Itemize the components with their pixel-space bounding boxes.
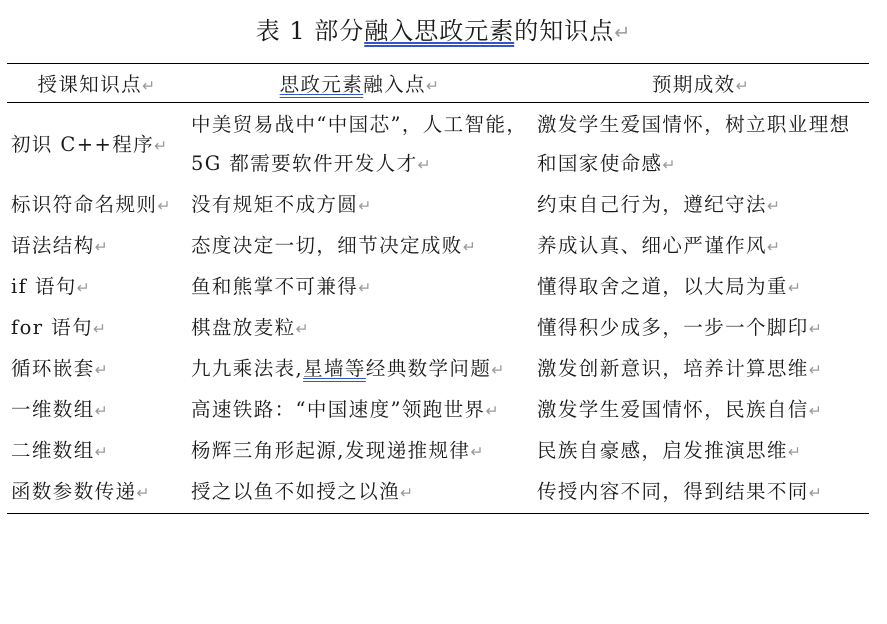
- paragraph-mark-icon: ↵: [154, 136, 169, 155]
- caption-prefix: 表 1 部分: [255, 17, 365, 45]
- caption-suffix: 的知识点: [514, 17, 615, 45]
- topic-text: 函数参数传递: [11, 480, 137, 503]
- cell-element: [187, 472, 533, 514]
- paragraph-mark-icon: ↵: [417, 156, 432, 174]
- topic-text: 初识 C++程序: [11, 132, 154, 156]
- paragraph-mark-icon: ↵: [157, 197, 172, 215]
- cell-element: [187, 267, 533, 308]
- caption-underlined: 融入思政元素: [364, 17, 515, 45]
- effect-text: 懂得取舍之道，以大局为重: [537, 275, 788, 298]
- paragraph-mark-icon: ↵: [94, 443, 110, 461]
- cell-effect: [533, 185, 869, 226]
- table-row: [7, 267, 869, 308]
- paragraph-mark-icon: ↵: [491, 361, 506, 379]
- effect-text: 传授内容不同，得到结果不同: [537, 480, 809, 503]
- header-effect: [533, 64, 869, 103]
- table-row: [7, 103, 869, 186]
- topic-text: 一维数组: [11, 398, 95, 421]
- effect-text: 民族自豪感，启发推演思维: [537, 439, 788, 462]
- paragraph-mark-icon: ↵: [735, 77, 751, 95]
- header-effect-label: 预期成效: [651, 73, 736, 96]
- effect-text: 懂得积少成多，一步一个脚印: [537, 316, 809, 339]
- cell-effect: [533, 308, 869, 349]
- element-text: 态度决定一切，细节决定成败: [191, 234, 463, 257]
- cell-effect: [533, 472, 869, 514]
- effect-text: 激发创新意识，培养计算思维: [537, 357, 809, 380]
- table-caption: [0, 11, 887, 53]
- paragraph-mark-icon: ↵: [358, 279, 373, 297]
- topic-text: 循环嵌套: [11, 357, 95, 380]
- element-text: 高速铁路：“中国速度”领跑世界: [191, 398, 486, 421]
- element-text: 中美贸易战中“中国芯”，人工智能，5G 都需要软件开发人才: [191, 113, 528, 175]
- paragraph-mark-icon: ↵: [766, 197, 782, 215]
- cell-topic: [7, 390, 187, 431]
- paragraph-mark-icon: ↵: [425, 77, 441, 95]
- header-element: [187, 64, 533, 103]
- topic-text: if 语句: [11, 275, 77, 298]
- header-topic-label: 授课知识点: [37, 73, 143, 96]
- paragraph-mark-icon: ↵: [808, 320, 824, 338]
- cell-element: [187, 431, 533, 472]
- element-text: 杨辉三角形起源,发现递推规律: [191, 439, 471, 462]
- header-element-underlined: 思政元素: [279, 73, 364, 96]
- cell-topic: [7, 472, 187, 514]
- table-row: [7, 226, 869, 267]
- element-text: 鱼和熊掌不可兼得: [191, 275, 359, 298]
- cell-effect: [533, 103, 869, 186]
- table-header-row: [7, 64, 869, 103]
- table-row: [7, 472, 869, 514]
- cell-effect: [533, 226, 869, 267]
- effect-text: 约束自己行为，遵纪守法: [537, 193, 767, 216]
- cell-topic: [7, 185, 187, 226]
- paragraph-mark-icon: ↵: [92, 320, 108, 338]
- cell-effect: [533, 349, 869, 390]
- paragraph-mark-icon: ↵: [470, 443, 485, 461]
- cell-element: [187, 185, 533, 226]
- paragraph-mark-icon: ↵: [136, 484, 151, 502]
- header-topic: [7, 64, 187, 103]
- effect-text: 养成认真、细心严谨作风: [537, 234, 767, 257]
- cell-element: [187, 390, 533, 431]
- paragraph-mark-icon: ↵: [94, 402, 110, 420]
- table-row: [7, 390, 869, 431]
- paragraph-mark-icon: ↵: [808, 361, 824, 379]
- paragraph-mark-icon: ↵: [142, 77, 157, 95]
- paragraph-mark-icon: ↵: [485, 402, 500, 420]
- cell-topic: [7, 226, 187, 267]
- paragraph-mark-icon: ↵: [766, 238, 782, 256]
- paragraph-mark-icon: ↵: [358, 197, 373, 215]
- cell-element: [187, 308, 533, 349]
- cell-element: [187, 349, 533, 390]
- element-text-rest: 经典数学问题: [365, 357, 492, 380]
- table-row: [7, 349, 869, 390]
- effect-text: 激发学生爱国情怀，民族自信: [537, 398, 809, 421]
- paragraph-mark-icon: ↵: [76, 279, 92, 297]
- cell-element: [187, 103, 533, 186]
- element-text: 没有规矩不成方圆: [191, 193, 359, 216]
- table-row: [7, 185, 869, 226]
- effect-text: 激发学生爱国情怀，树立职业理想和国家使命感: [537, 113, 851, 175]
- cell-effect: [533, 390, 869, 431]
- header-element-label: 融入点: [363, 73, 426, 96]
- paragraph-mark-icon: ↵: [787, 279, 803, 297]
- topic-text: for 语句: [11, 316, 93, 339]
- cell-topic: [7, 267, 187, 308]
- paragraph-mark-icon: ↵: [808, 484, 824, 502]
- paragraph-mark-icon: ↵: [400, 484, 415, 502]
- cell-topic: [7, 349, 187, 390]
- cell-topic: [7, 308, 187, 349]
- paragraph-mark-icon: ↵: [787, 443, 803, 461]
- cell-effect: [533, 267, 869, 308]
- cell-effect: [533, 431, 869, 472]
- topic-text: 标识符命名规则: [11, 193, 158, 216]
- paragraph-mark-icon: ↵: [614, 21, 632, 44]
- element-text: 授之以鱼不如授之以渔: [191, 480, 401, 503]
- paragraph-mark-icon: ↵: [94, 361, 110, 379]
- table-row: [7, 308, 869, 349]
- cell-topic: [7, 431, 187, 472]
- element-text: 棋盘放麦粒: [191, 316, 296, 339]
- paragraph-mark-icon: ↵: [662, 156, 677, 174]
- knowledge-points-table: [7, 63, 869, 514]
- paragraph-mark-icon: ↵: [94, 238, 110, 256]
- table-row: [7, 431, 869, 472]
- paragraph-mark-icon: ↵: [462, 238, 478, 256]
- topic-text: 语法结构: [11, 234, 95, 257]
- cell-topic: [7, 103, 187, 186]
- element-underlined-text: 星墙等: [303, 357, 366, 380]
- topic-text: 二维数组: [11, 439, 95, 462]
- paragraph-mark-icon: ↵: [808, 402, 824, 420]
- cell-element: [187, 226, 533, 267]
- element-text: 九九乘法表,: [191, 357, 304, 380]
- paragraph-mark-icon: ↵: [295, 320, 310, 338]
